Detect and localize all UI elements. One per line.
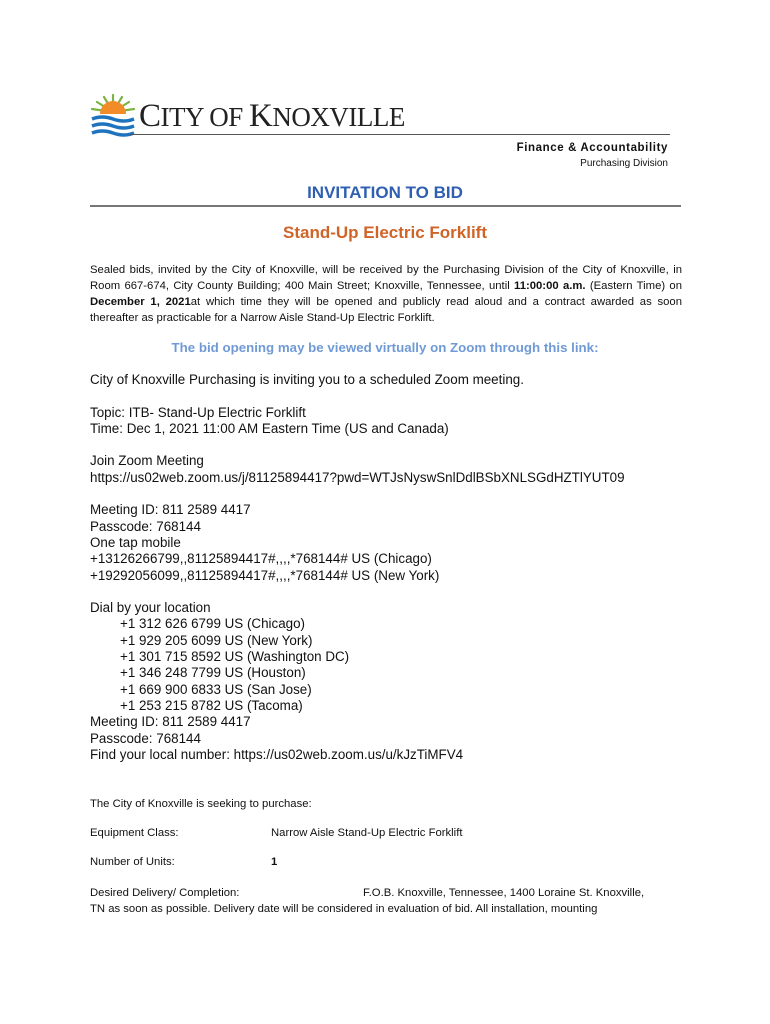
- zoom-dial-number: +1 669 900 6833 US (San Jose): [120, 681, 312, 697]
- zoom-passcode-repeat: Passcode: 768144: [90, 730, 201, 746]
- purchase-intro: The City of Knoxville is seeking to purchase:: [90, 798, 312, 810]
- zoom-time: Time: Dec 1, 2021 11:00 AM Eastern Time (US and Canada): [90, 420, 449, 436]
- zoom-local-number-link[interactable]: Find your local number: https://us02web.zoom.us/u/kJzTiMFV4: [90, 746, 464, 762]
- title-divider: [90, 205, 681, 207]
- zoom-dial-number: +1 301 715 8592 US (Washington DC): [120, 649, 350, 665]
- zoom-join-link[interactable]: https://us02web.zoom.us/j/81125894417?pwd=WTJsNyswSnlDdlBSbXNLSGdHZTlYUT09: [90, 469, 625, 485]
- delivery-label: Desired Delivery/ Completion:: [90, 887, 240, 899]
- zoom-dial-number: +1 312 626 6799 US (Chicago): [120, 616, 305, 632]
- city-name-wordmark: CITY OF KNOXVILLE: [139, 98, 405, 134]
- city-logo: [88, 92, 468, 140]
- document-title: INVITATION TO BID: [307, 183, 463, 202]
- units-value: 1: [271, 856, 278, 868]
- zoom-heading: The bid opening may be viewed virtually on Zoom through this link:: [171, 340, 599, 355]
- equipment-value: Narrow Aisle Stand-Up Electric Forklift: [271, 827, 463, 839]
- zoom-dial-number: +1 346 248 7799 US (Houston): [120, 665, 306, 681]
- department-block: [517, 141, 668, 171]
- division-name: Purchasing Division: [580, 158, 668, 169]
- document-subtitle: Stand-Up Electric Forklift: [282, 223, 488, 242]
- zoom-dial-label: Dial by your location: [90, 600, 211, 616]
- zoom-invite: City of Knoxville Purchasing is inviting you to a scheduled Zoom meeting.: [90, 372, 524, 387]
- zoom-one-tap-number[interactable]: +19292056099,,81125894417#,,,,*768144# US (New York): [90, 567, 440, 583]
- delivery-detail: TN as soon as possible. Delivery date will be considered in evaluation of bid. All installation, mounting: [90, 903, 598, 915]
- delivery-fob: F.O.B. Knoxville, Tennessee, 1400 Loraine St. Knoxville,: [363, 887, 645, 899]
- department-name: Finance & Accountability: [516, 142, 668, 154]
- zoom-one-tap-number[interactable]: +13126266799,,81125894417#,,,,*768144# US (Chicago): [90, 551, 432, 567]
- zoom-passcode: Passcode: 768144: [90, 518, 201, 534]
- zoom-dial-number: +1 929 205 6099 US (New York): [120, 632, 313, 648]
- zoom-details: [90, 372, 690, 763]
- header-divider: [130, 134, 670, 135]
- zoom-one-tap-label: One tap mobile: [90, 534, 181, 550]
- zoom-meeting-id: Meeting ID: 811 2589 4417: [90, 502, 251, 518]
- zoom-topic: Topic: ITB- Stand-Up Electric Forklift: [90, 404, 306, 420]
- units-label: Number of Units:: [90, 856, 175, 868]
- zoom-meeting-id-repeat: Meeting ID: 811 2589 4417: [90, 714, 251, 730]
- zoom-dial-number: +1 253 215 8782 US (Tacoma): [120, 697, 303, 713]
- intro-paragraph: Sealed bids, invited by the City of Knoxville, will be received by the Purchasing Division of the City of Knoxville, in Room 667-674, City County Building; 400 Main Street; Knoxville, Tennessee, until 11:00:00 a.m. (Eastern Time) on December 1, 2021at which time they will be opened and publicly read aloud and a contract awarded as soon thereafter as practicable for a Narrow Aisle Stand-Up Electric Forklift.: [90, 264, 682, 324]
- zoom-join-label: Join Zoom Meeting: [90, 453, 204, 469]
- sun-river-icon: [88, 92, 138, 140]
- delivery-paragraph: [90, 885, 682, 917]
- equipment-label: Equipment Class:: [90, 827, 179, 839]
